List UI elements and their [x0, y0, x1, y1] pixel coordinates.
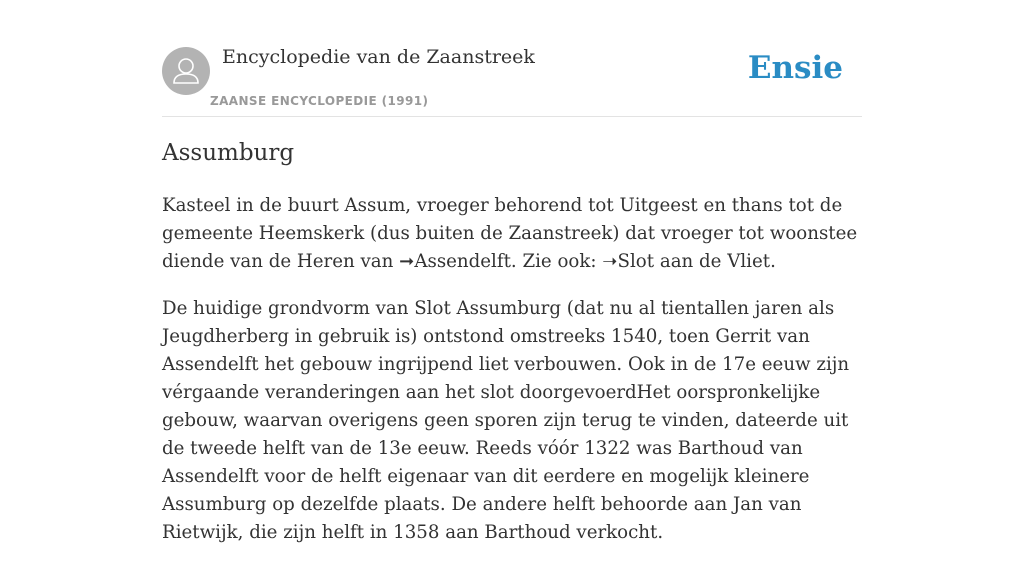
paragraph-2: De huidige grondvorm van Slot Assumburg (dat nu al tientallen jaren als Jeugdherberg in gebruik is) ontstond omstreeks 1540, toen Gerrit van Assendelft het gebouw ingrijpend liet verbouwen. Ook in de 17e eeuw zijn vérgaande veranderingen aan het slot doorgevoerdHet oorspronkelijke gebouw, waarvan overigens geen sporen zijn terug te vinden, dateerde uit de tweede helft van de 13e eeuw. Reeds vóór 1322 was Barthoud van Assendelft voor de helft eigenaar van dit eerdere en mogelijk kleinere Assumburg op dezelfde plaats. De andere helft behoorde aan Jan van Rietwijk, die zijn helft in 1358 aan Barthoud verkocht. [162, 298, 850, 543]
article-header [162, 0, 862, 117]
paragraph-1-text-a: Kasteel in de buurt Assum, vroeger behorend tot Uitgeest en thans tot de gemeente Heemskerk (dus buiten de Zaanstreek) dat vroeger tot woonstee diende van de Heren van [162, 195, 858, 272]
link-assendelft[interactable]: ➞Assendelft [399, 251, 511, 272]
page-container [162, 0, 862, 543]
page-title: Assumburg [162, 140, 295, 166]
article-body [162, 192, 864, 566]
link-slot-aan-de-vliet[interactable]: ➝Slot aan de Vliet [602, 251, 771, 272]
source-subtitle[interactable]: ZAANSE ENCYCLOPEDIE (1991) [210, 94, 429, 108]
avatar[interactable] [162, 47, 210, 95]
paragraph-1 [162, 192, 864, 276]
paragraph-1-text-c: . [770, 251, 776, 272]
source-title[interactable]: Encyclopedie van de Zaanstreek [222, 46, 535, 68]
user-icon [162, 47, 210, 95]
brand-logo[interactable]: Ensie [747, 50, 843, 86]
paragraph-1-text-b: . Zie ook: [510, 251, 603, 272]
